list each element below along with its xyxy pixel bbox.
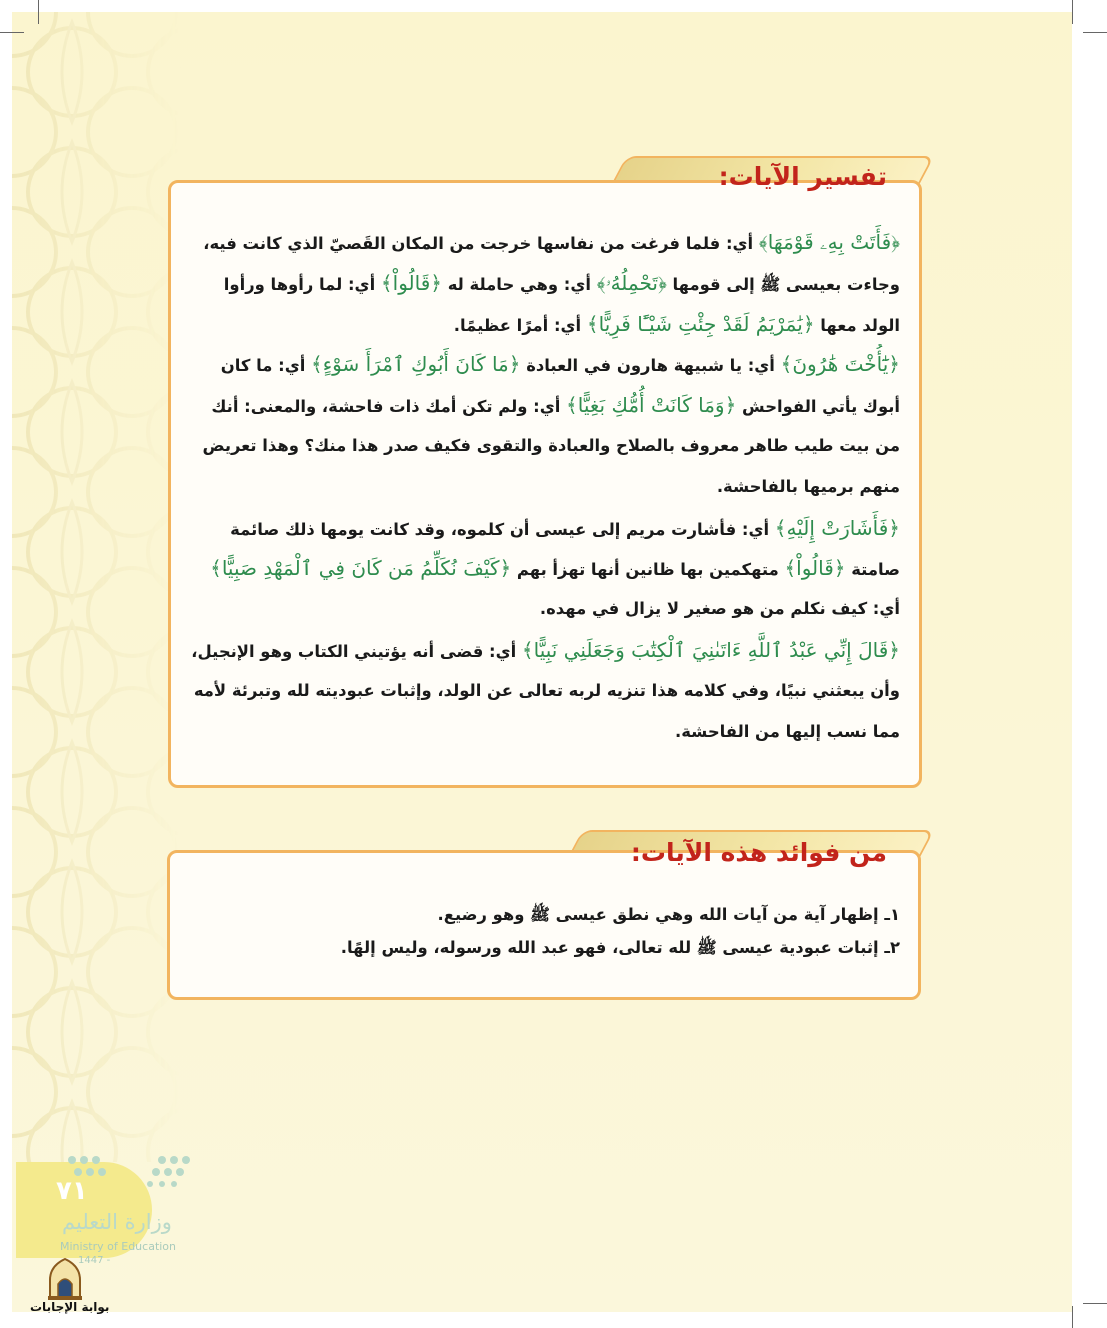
commentary-text: أي: قضى أنه يؤتيني الكتاب وهو الإنجيل، [191, 641, 522, 661]
benefit-item: ١ـ إظهار آية من آيات الله وهي نطق عيسى ﷺ وهو رضيع. [437, 905, 900, 924]
ministry-name-en: Ministry of Education [60, 1240, 177, 1253]
commentary-text: أبوك يأتي الفواحش [736, 397, 900, 417]
benefits-title: من فوائد هذه الآيات: [630, 838, 887, 867]
commentary-text: أي: لما رأوها ورأوا [223, 274, 381, 294]
commentary-text: صامتة [845, 560, 900, 580]
commentary-text: أي: أمرًا عظيمًا. [453, 315, 587, 335]
quran-verse: ﴿تَحْمِلُهُۥ﴾ [596, 270, 667, 295]
commentary-text: أي: كيف نكلم من هو صغير لا يزال في مهده. [539, 599, 900, 619]
quran-verse: ﴿يَٰٓأُخْتَ هَٰرُونَ﴾ [780, 352, 900, 377]
quran-verse: ﴿قَالُواْ﴾ [380, 270, 442, 295]
quran-verse: ﴿يَٰمَرْيَمُ لَقَدْ جِئْتِ شَيْـًٔا فَرِيًّا﴾ [586, 311, 815, 336]
commentary-text: أي: فأشارت مريم إلى عيسى أن كلموه، وقد كانت يومها ذلك صائمة [230, 519, 775, 539]
crop-mark [0, 32, 24, 33]
tafsir-line [188, 671, 900, 712]
tafsir-line [188, 548, 900, 589]
crop-mark [1072, 1306, 1073, 1328]
tafsir-line [188, 589, 900, 630]
tafsir-title: تفسير الآيات: [718, 162, 887, 191]
crop-mark [38, 0, 39, 24]
tafsir-content [188, 222, 900, 752]
mosque-logo-icon [42, 1256, 88, 1302]
commentary-text: أي: يا شبيهة هارون في العبادة [520, 356, 781, 376]
quran-verse: ﴿مَا كَانَ أَبُوكِ ٱمْرَأَ سَوْءٍ﴾ [311, 352, 521, 377]
benefits-list [196, 898, 900, 964]
commentary-text: أي: ما كان [220, 356, 312, 376]
commentary-text: منهم برميها بالفاحشة. [716, 476, 900, 496]
quran-verse: ﴿قَالَ إِنِّي عَبْدُ ٱللَّهِ ءَاتَىٰنِيَ ٱلْكِتَٰبَ وَجَعَلَنِي نَبِيًّا﴾ [521, 637, 900, 662]
tafsir-line [188, 426, 900, 467]
tafsir-line [188, 304, 900, 345]
commentary-text: أي: فلما فرغت من نفاسها خرجت من المكان القَصيّ الذي كانت فيه، [203, 234, 759, 253]
commentary-text: من بيت طيب طاهر معروف بالصلاح والعبادة والتقوى فكيف صدر هذا منك؟ وهذا تعريض [202, 435, 900, 455]
ministry-year: 1447 - [78, 1255, 111, 1266]
tafsir-line [188, 385, 900, 426]
benefit-item: ٢ـ إثبات عبودية عيسى ﷺ لله تعالى، فهو عبد الله ورسوله، وليس إلهًا. [340, 938, 900, 957]
page-number: ٧١ [56, 1176, 88, 1206]
commentary-text: متهكمين بها ظانين أنها تهزأ بهم [511, 560, 785, 580]
tafsir-line [188, 508, 900, 549]
tafsir-line [188, 467, 900, 508]
tafsir-line [188, 344, 900, 385]
crop-mark [1083, 32, 1107, 33]
arabesque-ornament [12, 12, 182, 1162]
ministry-name-ar: وزارة التعليم [62, 1210, 172, 1234]
tafsir-line [188, 222, 900, 263]
commentary-text: الولد معها [814, 315, 900, 335]
commentary-text: أي: ولم تكن أمك ذات فاحشة، والمعنى: أنك [211, 397, 567, 417]
tafsir-line [188, 712, 900, 753]
quran-verse: ﴿فَأَشَارَتْ إِلَيْهِ﴾ [774, 515, 900, 540]
quran-verse: ﴿قَالُواْ﴾ [784, 556, 846, 581]
crop-mark [1072, 0, 1073, 24]
quran-verse: ﴿كَيْفَ نُكَلِّمُ مَن كَانَ فِي ٱلْمَهْدِ صَبِيًّا﴾ [210, 556, 512, 581]
quran-verse: ﴿وَمَا كَانَتْ أُمُّكِ بَغِيًّا﴾ [566, 393, 737, 418]
site-name: بوابة الإجابات [30, 1300, 110, 1314]
crop-mark [1083, 1303, 1107, 1304]
quran-verse: ﴿فَأَتَتْ بِهِۦ قَوْمَهَا﴾ [758, 230, 900, 254]
commentary-text: وأن يبعثني نبيًا، وفي كلامه هذا تنزيه لربه تعالى عن الولد، وإثبات عبوديته لله وتبرئة لأمه [193, 680, 900, 700]
commentary-text: مما نسب إليها من الفاحشة. [674, 721, 900, 741]
tafsir-line [188, 630, 900, 671]
commentary-text: وجاءت بعيسى ﷺ إلى قومها [666, 274, 900, 294]
tafsir-line [188, 263, 900, 304]
commentary-text: أي: وهي حاملة له [442, 274, 597, 294]
